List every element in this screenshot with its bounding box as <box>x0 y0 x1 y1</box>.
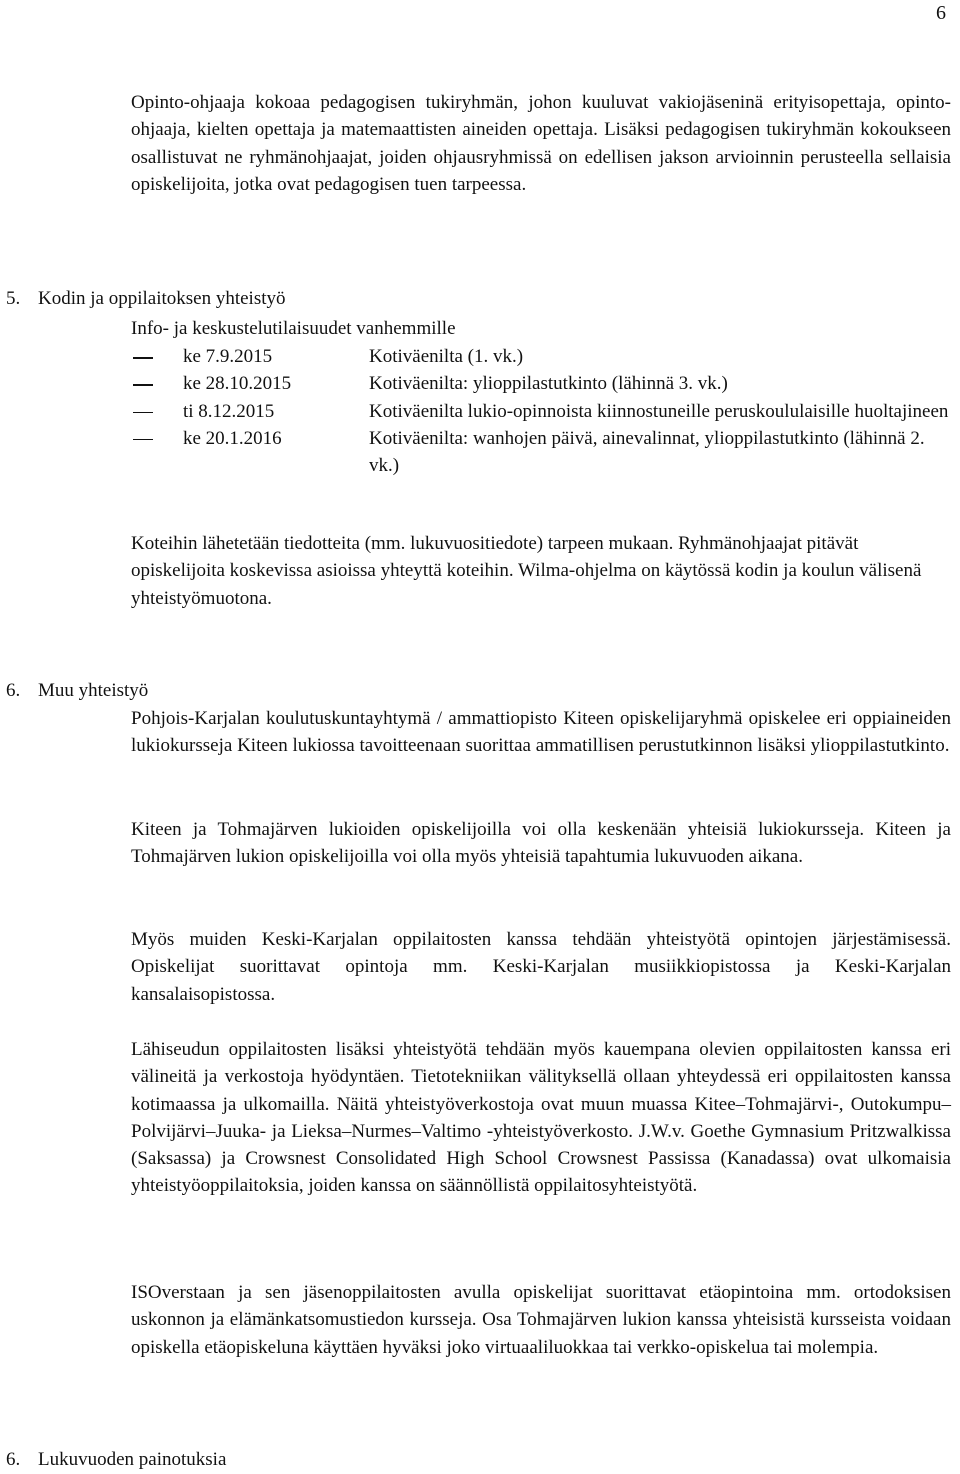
section-5-title: Kodin ja oppilaitoksen yhteistyö <box>38 288 286 309</box>
event-description: Kotiväenilta lukio-opinnoista kiinnostuneille peruskoululaisille huoltajineen <box>369 400 949 422</box>
section-6-paragraph: Lähiseudun oppilaitosten lisäksi yhteistyötä tehdään myös kauempana olevien oppilaitosten kanssa eri välineitä ja verkostoja hyödyntäen. Tietotekniikan välityksellä ollaan yhteydessä eri oppilaitosten kanssa kotimaassa ja ulkomailla. Näitä yhteistyöverkostoja ovat muun muassa Kitee–Tohmajärvi-, Outokumpu–Polvijärvi–Juuka- ja Lieksa–Nurmes–Valtimo -yhteistyöverkosto. J.W.v. Goethe Gymnasium Pritzwalkissa (Saksassa) ja Crowsnest Consolidated High School Crowsnest Passissa (Kanadassa) ovat ulkomaisia yhteistyöoppilaitoksia, joiden kanssa on säännöllistä oppilaitosyhteistyötä. <box>131 1039 951 1197</box>
event-item <box>131 370 951 397</box>
event-date: ke 7.9.2015 <box>183 346 273 367</box>
event-list <box>131 343 951 479</box>
section-6-paragraph: ISOverstaan ja sen jäsenoppilaitosten avulla opiskelijat suorittavat etäopintoina mm. ortodoksisen uskonnon ja elämänkatsomustiedon kursseja. Osa Tohmajärven lukion kanssa yhteisistä kursseista voidaan opiskella etäopiskeluna käyttäen hyväksi joko virtuaaliluokkaa tai verkko-opiskelua tai molempia. <box>131 1282 951 1358</box>
dash-bullet <box>133 384 153 386</box>
event-description: Kotiväenilta (1. vk.) <box>369 346 524 367</box>
dash-bullet <box>133 357 153 359</box>
dash-bullet <box>133 439 153 441</box>
section-5-number: 5. <box>6 288 21 309</box>
event-description: Kotiväenilta: wanhojen päivä, ainevalinnat, ylioppilastutkinto (lähinnä 2. vk.) <box>369 427 925 477</box>
event-item <box>131 343 951 370</box>
section-7-number: 6. <box>6 1449 21 1470</box>
section-6-paragraph: Myös muiden Keski-Karjalan oppilaitosten kanssa tehdään yhteistyötä opintojen järjestämisessä. Opiskelijat suorittavat opintoja mm. Keski-Karjalan musiikkiopistossa ja Keski-Karjalan kansalaisopistossa. <box>131 929 951 1005</box>
event-date: ke 20.1.2016 <box>183 427 282 449</box>
event-item <box>131 398 951 425</box>
intro-paragraph: Opinto-ohjaaja kokoaa pedagogisen tukiryhmän, johon kuuluvat vakiojäseninä erityisopettaja, opinto-ohjaaja, kielten opettaja ja matemaattisten aineiden opettaja. Lisäksi pedagogisen tukiryhmän kokoukseen osallistuvat ne ryhmänohjaajat, joiden ohjausryhmissä on edellisen jakson arvioinnin perusteella sellaisia opiskelijoita, jotka ovat pedagogisen tuen tarpeessa. <box>131 92 951 195</box>
dash-bullet <box>133 412 153 414</box>
section-6-number: 6. <box>6 680 21 701</box>
section-5-heading <box>6 285 286 312</box>
section-6-heading <box>6 677 148 704</box>
section-5-note: Koteihin lähetetään tiedotteita (mm. lukuvuositiedote) tarpeen mukaan. Ryhmänohjaajat pitävät opiskelijoita koskevissa asioissa yhteyttä koteihin. Wilma-ohjelma on käytössä kodin ja koulun välisenä yhteistyömuotona. <box>131 533 922 609</box>
section-6-paragraph: Pohjois-Karjalan koulutuskuntayhtymä / ammattiopisto Kiteen opiskelijaryhmä opiskelee eri oppiaineiden lukiokursseja Kiteen lukiossa tavoitteenaan suorittaa ammatillisen perustutkinnon lisäksi ylioppilastutkinto. <box>131 708 951 757</box>
page-number: 6 <box>936 2 946 24</box>
section-6-title: Muu yhteistyö <box>38 680 149 701</box>
event-description: Kotiväenilta: ylioppilastutkinto (lähinnä 3. vk.) <box>369 373 728 395</box>
section-5-subtitle: Info- ja keskustelutilaisuudet vanhemmille <box>131 318 456 339</box>
event-item <box>131 425 951 480</box>
section-7-heading <box>6 1446 226 1473</box>
section-7-title: Lukuvuoden painotuksia <box>38 1449 227 1470</box>
section-6-paragraph: Kiteen ja Tohmajärven lukioiden opiskelijoilla voi olla keskenään yhteisiä lukiokursseja. Kiteen ja Tohmajärven lukion opiskelijoilla voi olla myös yhteisiä tapahtumia lukuvuoden aikana. <box>131 819 951 868</box>
event-date: ti 8.12.2015 <box>183 400 275 422</box>
event-date: ke 28.10.2015 <box>183 373 292 395</box>
